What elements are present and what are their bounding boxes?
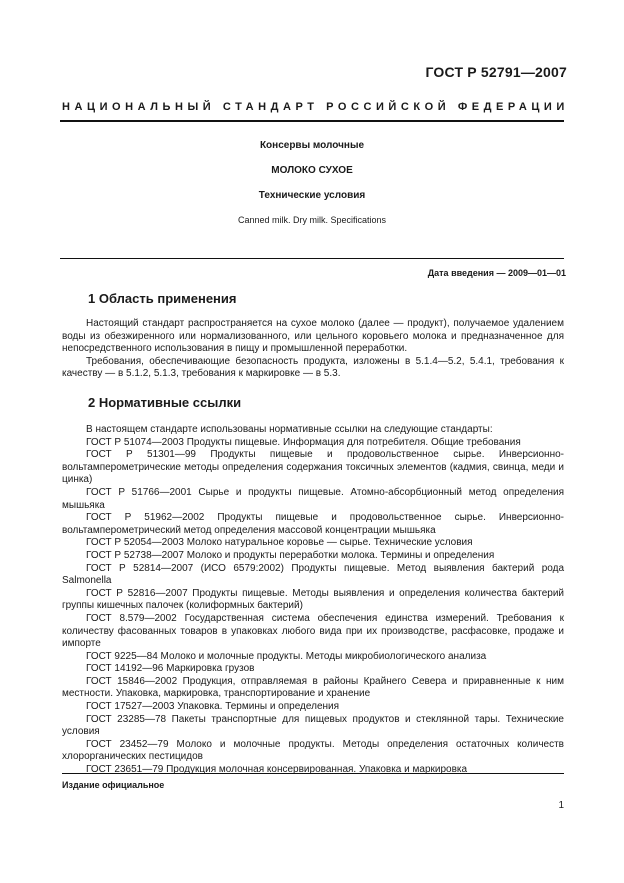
reference-item: ГОСТ 8.579—2002 Государственная система обеспечения единства измерений. Требования к количеству фасованных товаров в упаковках любого вида при их производстве, расфасовке, продаже и импорте [62, 612, 564, 650]
reference-item: ГОСТ Р 52738—2007 Молоко и продукты переработки молока. Термины и определения [86, 549, 495, 561]
title-product: МОЛОКО СУХОЕ [271, 165, 353, 176]
paragraph: В настоящем стандарте использованы нормативные ссылки на следующие стандарты: [86, 424, 493, 435]
reference-item: ГОСТ 23285—78 Пакеты транспортные для пищевых продуктов и стеклянной тары. Технические условия [62, 713, 564, 738]
reference-item: ГОСТ 23651—79 Продукция молочная консервированная. Упаковка и маркировка [86, 764, 468, 776]
gost-code: ГОСТ Р 52791—2007 [425, 64, 567, 80]
section-2-body [62, 424, 564, 777]
national-standard-banner: НАЦИОНАЛЬНЫЙ СТАНДАРТ РОССИЙСКОЙ ФЕДЕРАЦИИ [62, 101, 569, 113]
reference-item: ГОСТ Р 51301—99 Продукты пищевые и продовольственное сырье. Инверсионно-вольтамперометрические методы определения содержания токсичных элементов (кадмия, свинца, меди и цинка) [62, 449, 564, 486]
reference-item: ГОСТ Р 52816—2007 Продукты пищевые. Методы выявления и определения количества бактерий группы кишечных палочек (колиформных бактерий) [62, 587, 564, 612]
footer-divider [62, 773, 564, 774]
paragraph: Требования, обеспечивающие безопасность продукта, изложены в 5.1.4—5.2, 5.4.1, требования к качеству — в 5.1.2, 5.1.3, требования к маркировке — в 5.3. [62, 355, 564, 380]
page-number: 1 [558, 800, 564, 811]
reference-item: ГОСТ Р 52054—2003 Молоко натуральное коровье — сырье. Технические условия [86, 537, 473, 549]
reference-item: ГОСТ 23452—79 Молоко и молочные продукты. Методы определения остаточных количеств хлорорганических пестицидов [62, 738, 564, 763]
intro-date: Дата введения — 2009—01—01 [427, 268, 566, 278]
reference-item: ГОСТ 14192—96 Маркировка грузов [86, 663, 255, 675]
reference-item: ГОСТ Р 51962—2002 Продукты пищевые и продовольственное сырье. Инверсионно-вольтамперометрический метод определения массовой концентрации мышьяка [62, 512, 564, 536]
section-1-body [62, 318, 564, 381]
official-edition-label: Издание официальное [62, 780, 165, 790]
section-1-heading: 1 Область применения [88, 291, 237, 306]
reference-item: ГОСТ Р 51766—2001 Сырье и продукты пищевые. Атомно-абсорбционный метод определения мышьяка [62, 486, 564, 511]
title-spec: Технические условия [258, 190, 366, 201]
title-divider [60, 258, 564, 259]
title-category: Консервы молочные [259, 140, 365, 151]
reference-item: ГОСТ Р 51074—2003 Продукты пищевые. Информация для потребителя. Общие требования [86, 436, 521, 448]
reference-item: ГОСТ 9225—84 Молоко и молочные продукты. Методы микробиологического анализа [86, 650, 487, 662]
reference-item: ГОСТ 15846—2002 Продукция, отправляемая в районы Крайнего Севера и приравненные к ним местности. Упаковка, маркировка, транспортирование и хранение [62, 675, 564, 700]
reference-item: ГОСТ 17527—2003 Упаковка. Термины и определения [86, 701, 340, 713]
header-divider [60, 120, 564, 122]
section-2-heading: 2 Нормативные ссылки [88, 395, 242, 410]
title-english: Canned milk. Dry milk. Specifications [237, 215, 387, 225]
paragraph: Настоящий стандарт распространяется на сухое молоко (далее — продукт), получаемое удалением воды из обезжиренного или нормализованного, или цельного коровьего молока и предназначенное для непосредственного использования в пищу и промышленной переработки. [62, 318, 564, 355]
reference-item: ГОСТ Р 52814—2007 (ИСО 6579:2002) Продукты пищевые. Метод выявления бактерий рода Salmonella [62, 562, 564, 587]
